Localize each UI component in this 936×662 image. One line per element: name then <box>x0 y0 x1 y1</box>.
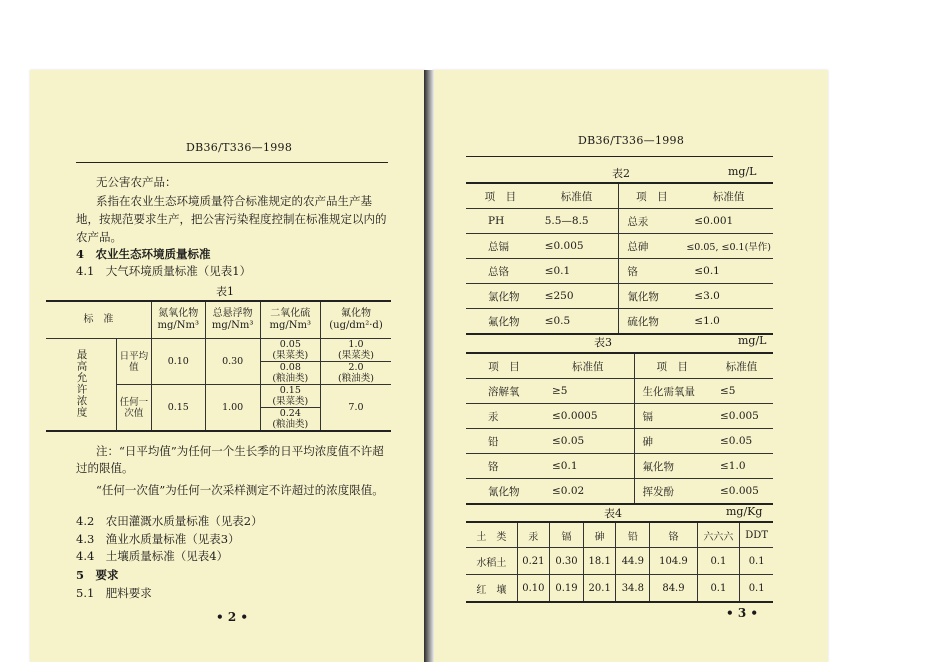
t4-cell: 0.1 <box>697 548 740 575</box>
t1-header-no2: 氮氧化物 mg/Nm³ <box>151 301 205 339</box>
t4-cell: 0.21 <box>517 548 549 575</box>
t3-cell: ≤1.0 <box>712 454 773 479</box>
t1-row-group <box>46 339 117 432</box>
t2-cell: 5.5—8.5 <box>537 209 619 234</box>
section-4-2: 4.2 农田灌溉水质量标准（见表2） <box>76 514 263 528</box>
t4-cell: 水稻土 <box>466 548 517 575</box>
t4-cell: 0.10 <box>517 575 549 603</box>
t2-cell: 硫化物 <box>619 309 686 335</box>
section-4-heading: 4 农业生态环境质量标准 <box>76 247 211 261</box>
t4-cell: 84.9 <box>650 575 697 603</box>
table2-caption: 表2 <box>612 167 630 180</box>
t3-cell: ≥5 <box>544 379 634 404</box>
table-4 <box>466 521 773 603</box>
t1-header-fluoride: 氟化物 (ug/dm²·d) <box>320 301 391 339</box>
t2-header: 标准值 <box>686 183 773 209</box>
t2-cell: 铬 <box>619 259 686 284</box>
t1-cell <box>260 408 320 432</box>
t2-cell: ≤0.1 <box>537 259 619 284</box>
table2-unit: mg/L <box>728 165 757 178</box>
t3-cell: ≤5 <box>712 379 773 404</box>
t1-cell-value: 2.0 <box>348 362 364 373</box>
t2-cell: 总镉 <box>466 234 537 259</box>
t4-cell: 0.1 <box>740 548 773 575</box>
t2-cell: PH <box>466 209 537 234</box>
term-heading: 无公害农产品： <box>96 175 177 189</box>
t3-cell: ≤0.005 <box>712 404 773 429</box>
t4-cell: 红 壤 <box>466 575 517 603</box>
table-2 <box>466 182 773 335</box>
t2-header: 标准值 <box>537 183 619 209</box>
t1-cell-note: (果菜类) <box>272 350 309 361</box>
t4-cell: 0.1 <box>697 575 740 603</box>
t1-cell <box>320 362 391 385</box>
t1-cell <box>260 362 320 385</box>
t2-cell: ≤0.1 <box>686 259 773 284</box>
t2-cell: 总汞 <box>619 209 686 234</box>
t1-cell: 0.15 <box>151 385 205 432</box>
book-gutter <box>424 70 434 662</box>
t4-cell: 104.9 <box>650 548 697 575</box>
definition-paragraph: 系指在农业生态环境质量符合标准规定的农产品生产基地，按规范要求生产，把公害污染程度控制在标准规定以内的农产品。 <box>76 194 387 244</box>
t3-cell: ≤0.0005 <box>544 404 634 429</box>
t1-cell-note: (粮油类) <box>272 419 309 430</box>
t2-header: 项 目 <box>466 183 537 209</box>
t4-cell: 18.1 <box>584 548 616 575</box>
t4-cell: 0.1 <box>740 575 773 603</box>
table4-unit: mg/Kg <box>726 505 763 518</box>
t1-cell-note: (粮油类) <box>272 373 309 384</box>
t3-cell: 挥发酚 <box>634 479 712 505</box>
t2-cell: ≤0.5 <box>537 309 619 335</box>
t3-cell: 汞 <box>466 404 544 429</box>
t1-row-label: 任何一次值 <box>117 385 152 432</box>
note-daily-average: 注：“日平均值”为任何一个生长季的日平均浓度值不许超过的限值。 <box>76 444 384 475</box>
t1-cell-note: (果菜类) <box>338 350 374 361</box>
t4-header: 土 类 <box>466 522 517 548</box>
t2-cell: 氟化物 <box>466 309 537 335</box>
t3-cell: 镉 <box>634 404 712 429</box>
note-single-value: “任何一次值”为任何一次采样测定不许超过的浓度限值。 <box>96 483 384 497</box>
t4-cell: 0.30 <box>549 548 583 575</box>
t1-cell-note: (粮油类) <box>338 373 374 384</box>
t3-cell: 溶解氧 <box>466 379 544 404</box>
t1-cell-value: 0.05 <box>279 339 301 350</box>
t4-cell: 0.19 <box>549 575 583 603</box>
t3-cell: 铬 <box>466 454 544 479</box>
t2-cell: ≤250 <box>537 284 619 309</box>
right-header-rule <box>466 156 773 157</box>
t2-cell: ≤3.0 <box>686 284 773 309</box>
t3-cell: 铅 <box>466 429 544 454</box>
t3-cell: ≤0.02 <box>544 479 634 505</box>
t3-cell: 生化需氧量 <box>634 379 712 404</box>
t1-cell-note: (果菜类) <box>272 396 309 407</box>
t4-cell: 44.9 <box>616 548 650 575</box>
section-5-heading: 5 要求 <box>76 568 119 582</box>
t1-row-group-label: 最高允许浓度 <box>75 348 88 418</box>
t2-cell: ≤0.05, ≤0.1(旱作) <box>686 234 773 259</box>
left-header: DB36/T336—1998 <box>186 141 293 154</box>
t1-cell <box>320 339 391 362</box>
t1-cell-value: 0.15 <box>279 385 301 396</box>
t1-cell: 7.0 <box>320 385 391 432</box>
t4-cell: 34.8 <box>616 575 650 603</box>
t4-header: 砷 <box>584 522 616 548</box>
t2-cell: ≤0.001 <box>686 209 773 234</box>
t4-cell: 20.1 <box>584 575 616 603</box>
t3-cell: ≤0.1 <box>544 454 634 479</box>
left-header-rule <box>76 162 388 163</box>
t1-header-index: 标 准 <box>46 301 151 339</box>
t2-cell: 总铬 <box>466 259 537 284</box>
t3-cell: ≤0.05 <box>544 429 634 454</box>
t1-cell-value: 0.24 <box>279 408 301 419</box>
t3-header: 项 目 <box>466 353 544 379</box>
t1-cell: 0.10 <box>151 339 205 385</box>
t3-cell: ≤0.005 <box>712 479 773 505</box>
t3-cell: 砷 <box>634 429 712 454</box>
t2-cell: ≤1.0 <box>686 309 773 335</box>
table3-unit: mg/L <box>738 334 767 347</box>
section-5-1: 5.1 肥料要求 <box>76 586 152 600</box>
table4-caption: 表4 <box>604 507 622 520</box>
t1-row-label: 日平均值 <box>117 339 152 385</box>
t3-header: 标准值 <box>712 353 773 379</box>
t2-cell: 氯化物 <box>466 284 537 309</box>
t4-header: 六六六 <box>697 522 740 548</box>
right-header: DB36/T336—1998 <box>578 134 685 147</box>
section-4-1: 4.1 大气环境质量标准（见表1） <box>76 264 252 278</box>
t4-header: 镉 <box>549 522 583 548</box>
t1-header-so2: 二氧化硫 mg/Nm³ <box>260 301 320 339</box>
table3-caption: 表3 <box>594 336 612 349</box>
t3-cell: 氰化物 <box>466 479 544 505</box>
t3-header: 标准值 <box>544 353 634 379</box>
t1-cell-value: 0.08 <box>279 362 301 373</box>
t2-cell: 总砷 <box>619 234 686 259</box>
right-page-number: • 3 • <box>726 606 759 620</box>
t1-cell: 1.00 <box>205 385 260 432</box>
t3-cell: 氟化物 <box>634 454 712 479</box>
t2-cell: ≤0.005 <box>537 234 619 259</box>
table-3 <box>466 352 773 505</box>
t1-cell <box>260 339 320 362</box>
t1-cell <box>260 385 320 408</box>
table1-caption: 表1 <box>216 285 234 298</box>
t4-header: 汞 <box>517 522 549 548</box>
t4-header: 铬 <box>650 522 697 548</box>
t1-cell-value: 1.0 <box>348 339 364 350</box>
t3-header: 项 目 <box>634 353 712 379</box>
t3-cell: ≤0.05 <box>712 429 773 454</box>
t4-header: DDT <box>740 522 773 548</box>
table-1 <box>46 300 391 432</box>
t1-cell: 0.30 <box>205 339 260 385</box>
section-4-4: 4.4 土壤质量标准（见表4） <box>76 549 229 563</box>
t2-cell: 氰化物 <box>619 284 686 309</box>
left-page-number: • 2 • <box>216 610 249 624</box>
t2-header: 项 目 <box>619 183 686 209</box>
t4-header: 铅 <box>616 522 650 548</box>
section-4-3: 4.3 渔业水质量标准（见表3） <box>76 532 240 546</box>
t1-header-tsp: 总悬浮物 mg/Nm³ <box>205 301 260 339</box>
